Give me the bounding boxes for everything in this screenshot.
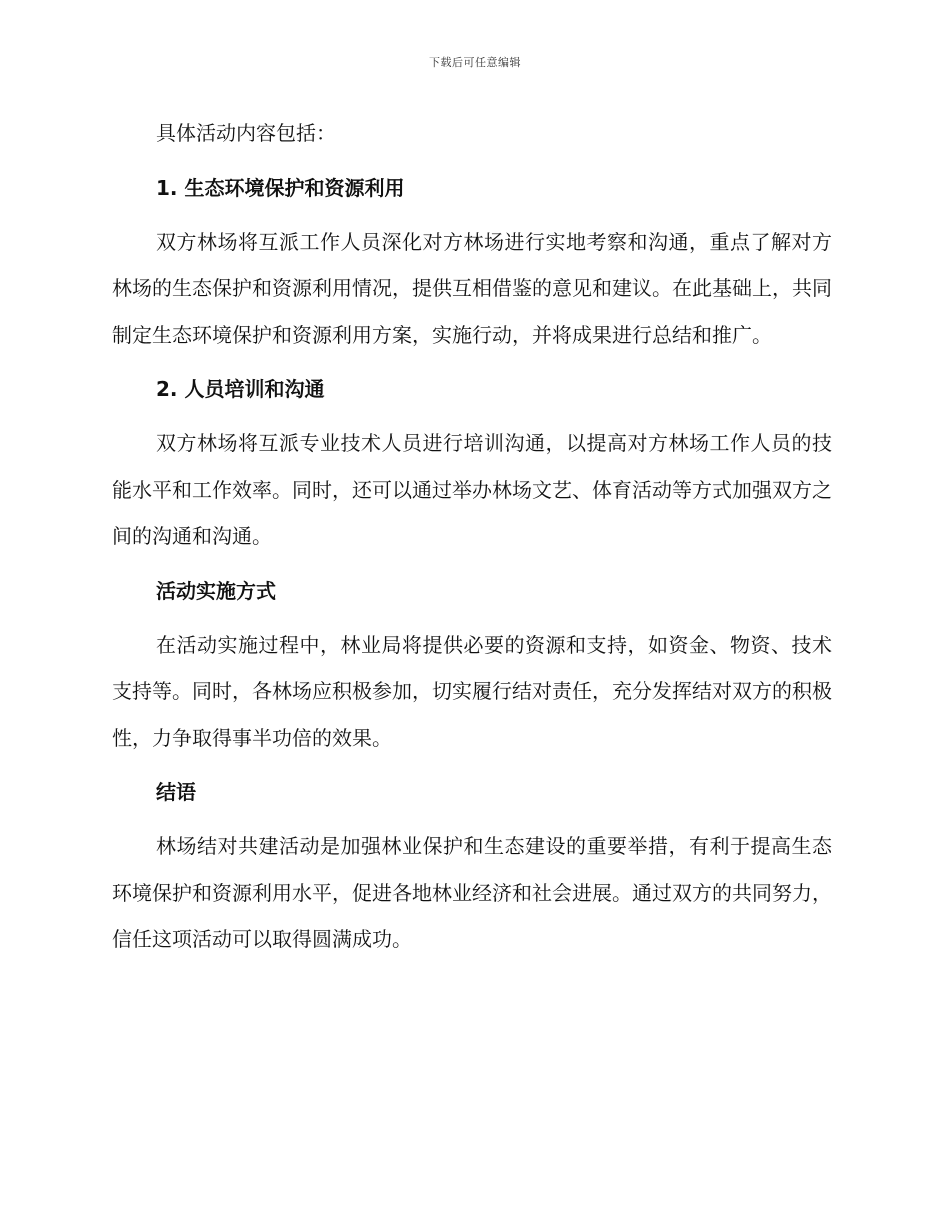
section-paragraph-ecology: 双方林场将互派工作人员深化对方林场进行实地考察和沟通，重点了解对方林场的生态保护和资源利用情况，提供互相借鉴的意见和建议。在此基础上，共同制定生态环境保护和资源利用方案，实施行动，并将成果进行总结和推广。 (112, 229, 832, 347)
header-note: 下载后可任意编辑 (429, 56, 521, 69)
section-heading-ecology: 1. 生态环境保护和资源利用 (156, 175, 405, 200)
document-body (112, 110, 832, 971)
section-heading-conclusion: 结语 (156, 780, 196, 804)
section-paragraph-implementation: 在活动实施过程中，林业局将提供必要的资源和支持，如资金、物资、技术支持等。同时，各林场应积极参加，切实履行结对责任，充分发挥结对双方的积极性，力争取得事半功倍的效果。 (112, 632, 832, 750)
section-paragraph-training: 双方林场将互派专业技术人员进行培训沟通，以提高对方林场工作人员的技能水平和工作效率。同时，还可以通过举办林场文艺、体育活动等方式加强双方之间的沟通和沟通。 (112, 431, 832, 548)
section-paragraph-conclusion: 林场结对共建活动是加强林业保护和生态建设的重要举措，有利于提高生态环境保护和资源利用水平，促进各地林业经济和社会进展。通过双方的共同努力，信任这项活动可以取得圆满成功。 (112, 834, 832, 951)
section-heading-implementation: 活动实施方式 (156, 578, 276, 603)
intro-paragraph: 具体活动内容包括： (156, 121, 336, 145)
section-heading-training: 2. 人员培训和沟通 (156, 377, 325, 401)
